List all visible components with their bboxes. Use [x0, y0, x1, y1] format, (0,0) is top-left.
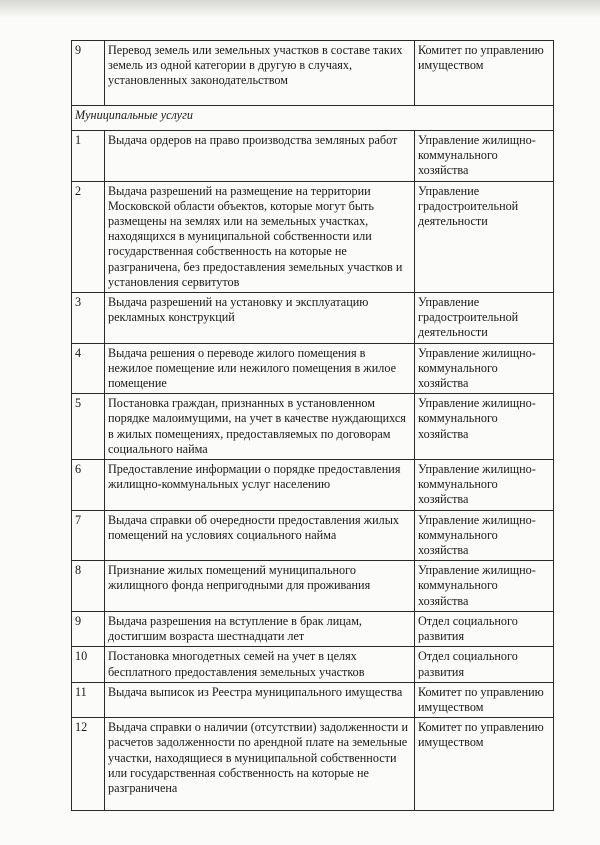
- service-name: Выдача справки о наличии (отсутствии) задолженности и расчетов задолженности по арендной плате на земельные участки, находящиеся в муниципальной собственности или государственная собственность на которые не разграничена: [105, 718, 415, 811]
- row-number: 7: [72, 510, 105, 561]
- scan-edge-shadow: [0, 0, 600, 18]
- service-name: Выдача разрешений на установку и эксплуатацию рекламных конструкций: [105, 293, 415, 344]
- responsible-department: Управление жилищно-коммунального хозяйства: [415, 460, 554, 511]
- row-number: 4: [72, 343, 105, 394]
- table-row: [72, 394, 554, 460]
- row-number: 2: [72, 181, 105, 292]
- services-table: [71, 40, 554, 811]
- service-name: Постановка многодетных семей на учет в целях бесплатного предоставления земельных участков: [105, 647, 415, 682]
- service-name: Выдача справки об очередности предоставления жилых помещений на условиях социального найма: [105, 510, 415, 561]
- service-name: Перевод земель или земельных участков в составе таких земель из одной категории в другую в случаях, установленных законодательством: [105, 41, 415, 106]
- responsible-department: Комитет по управлению имуществом: [415, 682, 554, 717]
- table-row: [72, 718, 554, 811]
- responsible-department: Управление жилищно-коммунального хозяйства: [415, 131, 554, 182]
- row-number: 3: [72, 293, 105, 344]
- table-row: [72, 510, 554, 561]
- responsible-department: Управление жилищно-коммунального хозяйства: [415, 394, 554, 460]
- table-row: [72, 343, 554, 394]
- table-row: [72, 41, 554, 106]
- responsible-department: Управление жилищно-коммунального хозяйства: [415, 510, 554, 561]
- service-name: Выдача разрешения на вступление в брак лицам, достигшим возраста шестнадцати лет: [105, 611, 415, 646]
- service-name: Признание жилых помещений муниципального жилищного фонда непригодными для проживания: [105, 561, 415, 612]
- row-number: 10: [72, 647, 105, 682]
- row-number: 6: [72, 460, 105, 511]
- row-number: 9: [72, 611, 105, 646]
- table-row: [72, 561, 554, 612]
- service-name: Постановка граждан, признанных в установленном порядке малоимущими, на учет в качестве нуждающихся в жилых помещениях, предоставляемых по договорам социального найма: [105, 394, 415, 460]
- table-row: [72, 460, 554, 511]
- responsible-department: Управление градостроительной деятельности: [415, 293, 554, 344]
- row-number: 12: [72, 718, 105, 811]
- row-number: 11: [72, 682, 105, 717]
- service-name: Выдача выписок из Реестра муниципального имущества: [105, 682, 415, 717]
- responsible-department: Комитет по управлению имуществом: [415, 41, 554, 106]
- table-row: [72, 131, 554, 182]
- row-number: 8: [72, 561, 105, 612]
- responsible-department: Комитет по управлению имуществом: [415, 718, 554, 811]
- section-title: Муниципальные услуги: [72, 106, 554, 131]
- table-row: [72, 181, 554, 292]
- responsible-department: Управление жилищно-коммунального хозяйства: [415, 343, 554, 394]
- table-row: [72, 647, 554, 682]
- responsible-department: Управление жилищно-коммунального хозяйства: [415, 561, 554, 612]
- responsible-department: Отдел социального развития: [415, 647, 554, 682]
- table-row: [72, 611, 554, 646]
- table-row: [72, 682, 554, 717]
- responsible-department: Отдел социального развития: [415, 611, 554, 646]
- responsible-department: Управление градостроительной деятельности: [415, 181, 554, 292]
- section-header-row: [72, 106, 554, 131]
- table-row: [72, 293, 554, 344]
- service-name: Выдача решения о переводе жилого помещения в нежилое помещение или нежилого помещения в жилое помещение: [105, 343, 415, 394]
- row-number: 5: [72, 394, 105, 460]
- row-number: 9: [72, 41, 105, 106]
- service-name: Выдача ордеров на право производства земляных работ: [105, 131, 415, 182]
- service-name: Предоставление информации о порядке предоставления жилищно-коммунальных услуг населению: [105, 460, 415, 511]
- service-name: Выдача разрешений на размещение на территории Московской области объектов, которые могут быть размещены на землях или на земельных участках, находящихся в муниципальной собственности или государственная собственность на которые не разграничена, без предоставления земельных участков и установления сервитутов: [105, 181, 415, 292]
- row-number: 1: [72, 131, 105, 182]
